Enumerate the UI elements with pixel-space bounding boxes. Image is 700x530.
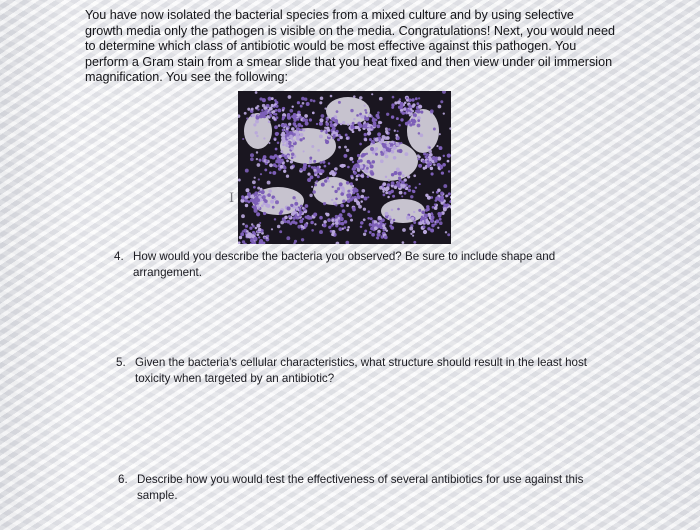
- question-text: Describe how you would test the effectiveness of several antibiotics for use against this sample.: [137, 473, 584, 502]
- question-6: [118, 472, 588, 503]
- question-text: Given the bacteria's cellular characteristics, what structure should result in the least host toxicity when targeted by an antibiotic?: [135, 356, 588, 385]
- question-number: 6.: [118, 473, 128, 486]
- question-5: [116, 355, 596, 386]
- question-4: [114, 249, 574, 280]
- question-number: 4.: [114, 250, 124, 263]
- question-text: How would you describe the bacteria you observed? Be sure to include shape and arrangement.: [133, 250, 556, 279]
- intro-paragraph: You have now isolated the bacterial species from a mixed culture and by using selective growth media only the pathogen is visible on the media. Congratulations! Next, you would need to determine which class of antibiotic would be most effective against this pathogen. You perform a Gram stain from a smear slide that you heat fixed and then view under oil immersion magnification. You see the following:: [85, 8, 615, 85]
- question-number: 5.: [116, 356, 126, 369]
- text-cursor-icon: I: [229, 191, 235, 206]
- gram-stain-micrograph: [238, 91, 451, 244]
- micrograph-image: [238, 91, 451, 244]
